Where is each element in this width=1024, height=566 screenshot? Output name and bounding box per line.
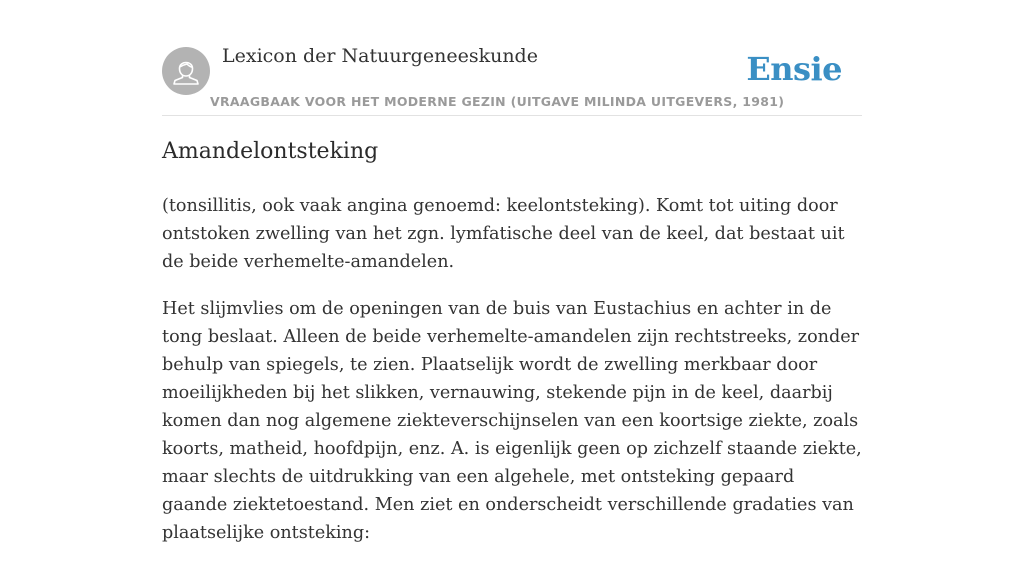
lexicon-header (162, 40, 862, 116)
entry-paragraph: (tonsillitis, ook vaak angina genoemd: keelontsteking). Komt tot uiting door ontstoken zwelling van het zgn. lymfatische deel van de keel, dat bestaat uit de beide verhemelte-amandelen. (162, 196, 845, 272)
user-icon (162, 47, 210, 95)
entry-title: Amandelontsteking (162, 139, 379, 164)
ensie-logo[interactable]: Ensie (746, 50, 842, 88)
entry-paragraph: Het slijmvlies om de openingen van de buis van Eustachius en achter in de tong beslaat. Alleen de beide verhemelte-amandelen zijn rechtstreeks, zonder behulp van spiegels, te zien. Plaatselijk wordt de zwelling merkbaar door moeilijkheden bij het slikken, vernauwing, stekende pijn in de keel, daarbij komen dan nog algemene ziekteverschijnselen van een koortsige ziekte, zoals koorts, matheid, hoofdpijn, enz. A. is eigenlijk geen op zichzelf staande ziekte, maar slechts de uitdrukking van een algehele, met ontsteking gepaard gaande ziektetoestand. Men ziet en onderscheidt verschillende gradaties van plaatselijke ontsteking: (162, 299, 862, 543)
lexicon-subtitle: VRAAGBAAK VOOR HET MODERNE GEZIN (UITGAVE MILINDA UITGEVERS, 1981) (210, 94, 785, 109)
lexicon-avatar[interactable] (162, 47, 210, 95)
lexicon-title-link[interactable]: Lexicon der Natuurgeneeskunde (222, 45, 538, 67)
entry-body (162, 192, 862, 566)
